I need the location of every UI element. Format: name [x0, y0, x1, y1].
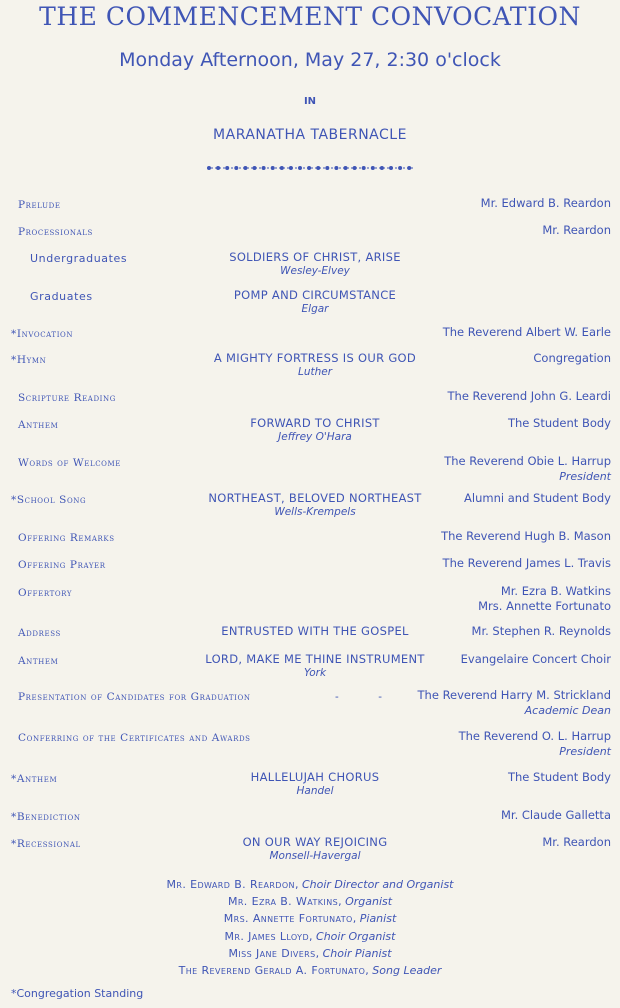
program-item	[0, 353, 620, 387]
ornament-dot	[398, 166, 402, 170]
participant-role: Academic Dean	[524, 704, 611, 717]
program-item-label: Processionals	[18, 226, 93, 238]
ornament-dot	[389, 166, 393, 170]
program-item-label: Offering Prayer	[18, 559, 106, 571]
participant-name: Evangelaire Concert Choir	[460, 652, 611, 666]
dotted-ornament-divider	[205, 163, 415, 173]
participant	[508, 416, 611, 431]
program-item	[0, 837, 620, 871]
ornament-dot	[316, 166, 320, 170]
program-item-label: Scripture Reading	[18, 392, 116, 404]
ornament-dot	[216, 166, 220, 170]
composer-name: York	[303, 667, 327, 679]
participant-name: The Reverend Obie L. Harrup	[444, 454, 611, 468]
ornament-dot	[407, 166, 411, 170]
work-title: NORTHEAST, BELOVED NORTHEAST	[208, 491, 422, 505]
program-item	[0, 493, 620, 527]
staff-role: Song Leader	[372, 964, 442, 978]
staff-credit-line	[0, 945, 620, 962]
musical-work	[190, 624, 440, 638]
work-title: LORD, MAKE ME THINE INSTRUMENT	[205, 652, 425, 666]
participant	[542, 835, 611, 850]
participant-name: The Reverend Harry M. Strickland	[417, 688, 611, 702]
staff-separator: ,	[294, 878, 302, 891]
participant-name: The Reverend James L. Travis	[442, 556, 611, 570]
program-item	[0, 418, 620, 452]
staff-role: Choir Pianist	[322, 946, 392, 960]
work-title: ENTRUSTED WITH THE GOSPEL	[221, 624, 409, 638]
participant	[448, 389, 612, 404]
ornament-dot	[253, 166, 257, 170]
staff-separator: ,	[315, 946, 323, 960]
participant	[441, 529, 611, 544]
participant	[464, 491, 611, 506]
in-word: IN	[303, 96, 317, 107]
program-item-label: Words of Welcome	[18, 457, 122, 469]
participant-role: President	[559, 745, 611, 758]
participant	[508, 770, 611, 785]
ornament-dot	[380, 166, 384, 170]
ornament-dot	[307, 166, 311, 170]
staff-separator: ,	[338, 895, 346, 909]
program-item-label: Address	[18, 627, 61, 639]
work-title: POMP AND CIRCUMSTANCE	[233, 288, 397, 302]
musical-work	[190, 770, 440, 798]
participant-name: The Student Body	[507, 770, 611, 784]
ornament-dot	[344, 166, 348, 170]
composer-name: Monsell-Havergal	[269, 850, 361, 862]
program-item-label: *Recessional	[11, 838, 81, 850]
ornament-dot	[362, 166, 366, 170]
composer-name: Wesley-Elvey	[280, 265, 350, 277]
participant	[481, 196, 611, 211]
participant-name: Alumni and Student Body	[464, 491, 611, 505]
ornament-dot	[289, 166, 293, 170]
footnote: *Congregation Standing	[11, 987, 144, 1000]
page-title: THE COMMENCEMENT CONVOCATION	[39, 2, 581, 31]
participant	[478, 584, 611, 614]
ornament-dot	[243, 166, 247, 170]
event-datetime: Monday Afternoon, May 27, 2:30 o'clock	[119, 49, 501, 71]
program-item-label: Anthem	[18, 419, 59, 431]
staff-credit-line	[0, 876, 620, 893]
staff-name: Mrs. Annette Fortunato	[223, 912, 353, 926]
program-item-label: Graduates	[30, 290, 93, 303]
participant-name: Mr. Claude Galletta	[501, 808, 611, 822]
ornament-dot	[280, 166, 284, 170]
participant	[443, 556, 611, 571]
staff-credit-line	[0, 962, 620, 979]
program-item-label: Offertory	[18, 587, 73, 599]
participant	[461, 652, 611, 667]
program-item-label: *Benediction	[11, 811, 81, 823]
program-item-label: *Anthem	[11, 773, 58, 785]
participant	[542, 223, 611, 238]
composer-name: Luther	[297, 366, 333, 378]
program-item-label: *Hymn	[11, 354, 47, 366]
participant-name: Mr. Reardon	[542, 223, 611, 237]
staff-credit-line	[0, 893, 620, 910]
program-item-label: *Invocation	[11, 328, 74, 340]
staff-role: Pianist	[359, 912, 397, 926]
ornament-dot	[234, 166, 238, 170]
work-title: HALLELUJAH CHORUS	[250, 770, 380, 784]
musical-work	[190, 416, 440, 444]
participant-name: The Reverend O. L. Harrup	[458, 729, 611, 743]
staff-separator: ,	[309, 929, 317, 943]
participant	[459, 729, 611, 759]
ornament-dot	[262, 166, 266, 170]
participant-name: Mr. Ezra B. Watkins	[500, 584, 611, 598]
participant-name-second: Mrs. Annette Fortunato	[478, 599, 611, 613]
musical-work	[190, 250, 440, 278]
staff-role: Organist	[345, 895, 393, 909]
program-item-label: Undergraduates	[30, 252, 128, 265]
staff-credit-line	[0, 910, 620, 927]
musical-work	[190, 835, 440, 863]
composer-name: Wells-Krempels	[274, 506, 356, 518]
musical-work	[190, 652, 440, 680]
participant-name: Mr. Stephen R. Reynolds	[471, 624, 611, 638]
staff-separator: ,	[365, 964, 373, 978]
ornament-dot	[325, 166, 329, 170]
program-item	[0, 654, 620, 688]
staff-name: Mr. Ezra B. Watkins	[227, 895, 339, 909]
ornament-dot	[298, 166, 302, 170]
ornament-dot	[334, 166, 338, 170]
staff-role: Choir Organist	[316, 929, 396, 943]
participant	[501, 808, 611, 823]
musical-work	[190, 288, 440, 316]
staff-credit-line	[0, 928, 620, 945]
participant-name: The Reverend Albert W. Earle	[442, 325, 611, 339]
composer-name: Handel	[296, 785, 334, 797]
participant-name: The Student Body	[507, 416, 611, 430]
dash-leader: - -	[335, 690, 400, 703]
program-item	[0, 772, 620, 806]
ornament-dot	[225, 166, 229, 170]
program-item-label: Presentation of Candidates for Graduation	[18, 691, 251, 703]
work-title: ON OUR WAY REJOICING	[242, 835, 388, 849]
musical-work	[190, 351, 440, 379]
program-item	[0, 456, 620, 490]
participant-name: Congregation	[533, 351, 611, 365]
program-item-label: Anthem	[18, 655, 59, 667]
participant	[418, 688, 611, 718]
participant-name: The Reverend John G. Leardi	[447, 389, 611, 403]
program-item	[0, 586, 620, 620]
participant	[533, 351, 611, 366]
program-item-label: Offering Remarks	[18, 532, 115, 544]
ornament-dot	[353, 166, 357, 170]
program-item-label: Conferring of the Certificates and Awards	[18, 732, 251, 744]
work-title: FORWARD TO CHRIST	[250, 416, 380, 430]
staff-name: Miss Jane Divers	[228, 946, 316, 960]
ornament-dot	[271, 166, 275, 170]
staff-name: The Reverend Gerald A. Fortunato	[178, 964, 366, 978]
work-title: SOLDIERS OF CHRIST, ARISE	[229, 250, 401, 264]
participant-name: The Reverend Hugh B. Mason	[441, 529, 611, 543]
program-item	[0, 252, 620, 286]
staff-role: Choir Director and Organist	[301, 878, 454, 891]
program-item-label: Prelude	[18, 199, 61, 211]
ornament-dot	[207, 166, 211, 170]
program-item	[0, 731, 620, 765]
participant	[443, 325, 611, 340]
staff-credits	[0, 876, 620, 979]
program-item	[0, 290, 620, 324]
staff-name: Mr. Edward B. Reardon	[166, 878, 295, 891]
musical-work	[190, 491, 440, 519]
work-title: A MIGHTY FORTRESS IS OUR GOD	[213, 351, 417, 365]
participant	[444, 454, 611, 484]
participant-role: President	[559, 470, 611, 483]
staff-separator: ,	[352, 912, 360, 926]
participant	[472, 624, 611, 639]
composer-name: Elgar	[301, 303, 329, 315]
program-item	[0, 690, 620, 724]
participant-name: Mr. Edward B. Reardon	[480, 196, 611, 210]
venue-name: MARANATHA TABERNACLE	[213, 127, 407, 143]
participant-name: Mr. Reardon	[542, 835, 611, 849]
program-item-label: *School Song	[11, 494, 87, 506]
ornament-dot	[371, 166, 375, 170]
staff-name: Mr. James Lloyd	[224, 929, 310, 943]
composer-name: Jeffrey O'Hara	[278, 431, 352, 443]
